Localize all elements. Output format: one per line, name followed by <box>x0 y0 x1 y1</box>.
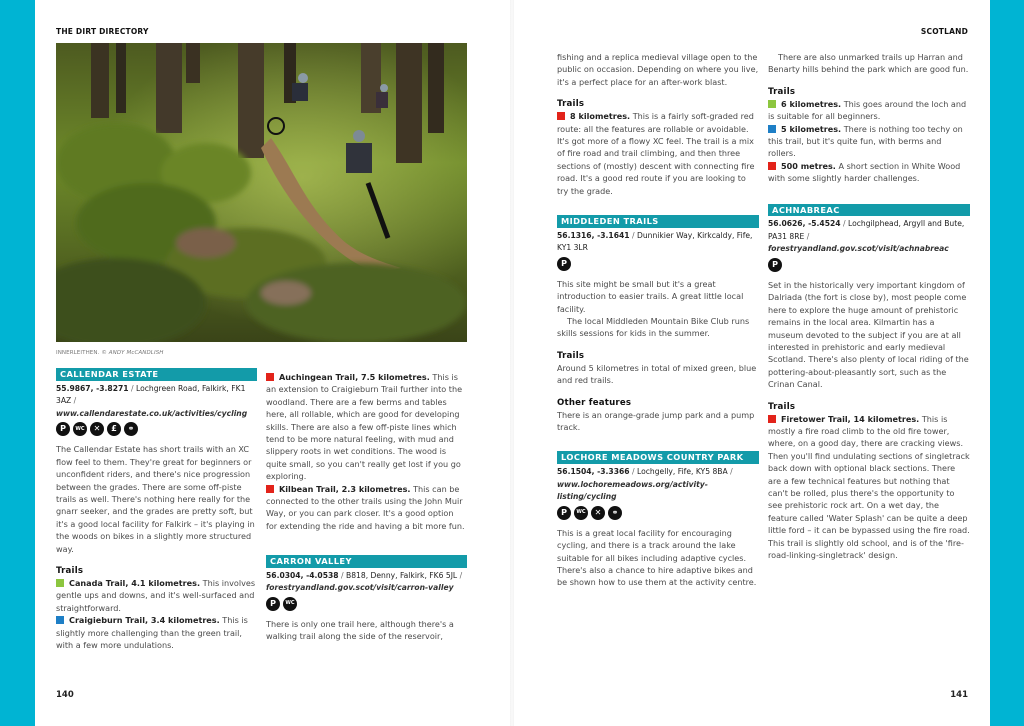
coordinates: 56.0626, -5.4524 <box>768 219 841 229</box>
page-number: 141 <box>950 690 968 700</box>
cafe-icon: ✕ <box>90 422 104 436</box>
green-grade-icon <box>768 100 776 108</box>
blue-grade-icon <box>56 616 64 624</box>
page-number: 140 <box>56 690 74 700</box>
trails-heading: Trails <box>557 350 585 361</box>
coordinates: 56.1504, -3.3366 <box>557 466 630 476</box>
trail-entry: Firetower Trail, 14 kilometres. This is mostly a fire road climb to the old fire tower, where, on a good day, there are cracking views. Then you'll find undulating sections of singletrack back down with optional black sections. There are a few technical features but nothing that can't be rolled, plus there's the opportunity to see prehistoric rock art. On a wet day, the feature called 'Water Splash' can be quite a deep little ford – it can be bypassed using the fire road. This trail is slightly old school, and is of the 'fire-road-linking-singletrack' design. <box>768 413 970 561</box>
trail-entry: Canada Trail, 4.1 kilometres. This involves gentle ups and downs, and it's well-surfaced and straightforward. <box>56 577 256 613</box>
address: Lochgelly, Fife, KY5 8BA <box>636 466 728 476</box>
parking-icon: P <box>266 597 280 611</box>
other-features-heading: Other features <box>557 397 632 408</box>
address: Lochgilphead, Argyll and Bute, PA31 8RE <box>768 219 965 241</box>
trails-heading: Trails <box>56 565 84 576</box>
body-text: Around 5 kilometres in total of mixed green, blue and red trails. <box>557 362 757 386</box>
toilet-icon: WC <box>73 422 87 436</box>
section-title-callendar-estate: CALLENDAR ESTATE <box>56 368 257 381</box>
location-details: 56.0304, -4.0538 / B818, Denny, Falkirk, FK6 5JL / forestryandland.gov.scot/visit/carron-valley <box>266 570 463 593</box>
body-text: Set in the historically very important kingdom of Dalriada (the fort is close by), most people come here to explore the huge amount of prehistoric remains in the local area. Kilmartin has a museum devoted to the subject if you are at all interested in prehistoric and early medieval Scotland. There's also plenty of local riding of the pottering-about-pleasantly sort, such as the Crinan Canal. <box>768 279 969 390</box>
location-details: 56.0626, -5.4524 / Lochgilphead, Argyll and Bute, PA31 8RE / forestryandland.gov.scot/visit/achnabreac <box>768 219 965 254</box>
page-edge-right <box>990 0 1024 726</box>
column-4 <box>768 51 970 561</box>
toilet-icon: WC <box>283 597 297 611</box>
trail-entry: Kilbean Trail, 2.3 kilometres. This can be connected to the other trails using the John Muir Way, or you can park closer. It's a good option for extending the ride and having a bit more fun. <box>266 483 465 531</box>
running-head: SCOTLAND <box>920 27 968 36</box>
coordinates: 56.0304, -4.0538 <box>266 570 339 580</box>
facility-icons <box>557 257 759 271</box>
trail-entry: Auchingean Trail, 7.5 kilometres. This is an extension to Craigieburn Trail further into the woodland. There are a few berms and tables here, all rollable, which are good for developing skills. There are also a few off-piste lines which tend to be more natural feeling, with mud and slippery roots in wet conditions. The wood is quite small, so you can't really get lost if you go exploring. <box>266 372 463 482</box>
body-text: The local Middleden Mountain Bike Club runs skills sessions for kids in the summer. <box>557 315 750 339</box>
facility-icons <box>266 597 467 611</box>
column-2 <box>266 371 467 643</box>
facility-icons <box>768 258 970 272</box>
location-details: 56.1316, -3.1641 / Dunnikier Way, Kirkcaldy, Fife, KY1 3LR <box>557 230 753 253</box>
facility-icons <box>56 422 257 436</box>
parking-icon: P <box>557 506 571 520</box>
section-title-carron-valley: CARRON VALLEY <box>266 555 467 568</box>
running-head: THE DIRT DIRECTORY <box>56 27 149 36</box>
left-page <box>35 0 512 726</box>
green-grade-icon <box>56 579 64 587</box>
address: Lochgreen Road, Falkirk, FK1 3AZ <box>56 383 246 406</box>
website-link[interactable]: forestryandland.gov.scot/visit/carron-valley <box>266 583 454 593</box>
body-text: There are also unmarked trails up Harran and Benarty hills behind the park which are good fun. <box>768 52 969 75</box>
column-1 <box>56 368 257 651</box>
location-details: 56.1504, -3.3366 / Lochgelly, Fife, KY5 8BA / www.lochoremeadows.org/activity-listing/cycling <box>557 466 733 502</box>
facility-icons <box>557 506 759 520</box>
website-link[interactable]: www.callendarestate.co.uk/activities/cycling <box>56 408 248 418</box>
page-edge-left <box>0 0 35 726</box>
coordinates: 55.9867, -3.8271 <box>56 383 129 393</box>
right-page <box>512 0 990 726</box>
location-details: 55.9867, -3.8271 / Lochgreen Road, Falkirk, FK1 3AZ / www.callendarestate.co.uk/activities/cycling <box>56 383 248 418</box>
trail-entry: 8 kilometres. This is a fairly soft-graded red route: all the features are rollable or avoidable. It's got more of a flowy XC feel. The trail is a mix of fire road and trail climbing, and then three sections of (mostly) descent with connecting fire road. It's a good red route if you are looking to try the grade. <box>557 111 755 196</box>
parking-icon: P <box>56 422 70 436</box>
red-grade-icon <box>266 373 274 381</box>
body-text: This is a great local facility for encouraging cycling, and there is a track around the lake suitable for all bikes including adaptive cycles. There's also a chance to hire adaptive bikes and be shown how to use them at the activity centre. <box>557 527 757 588</box>
blue-grade-icon <box>768 125 776 133</box>
trail-entry: 6 kilometres. This goes around the loch and is suitable for all beginners. <box>768 98 967 122</box>
body-text: This site might be small but it's a great introduction to easier trails. A great little local facility. <box>557 278 744 314</box>
body-text: fishing and a replica medieval village open to the public on occasion. Depending on where you live, it's a perfect place for an after-work blast. <box>557 52 759 87</box>
photo-caption: INNERLEITHEN. © ANDY McCANDLISH <box>56 350 164 356</box>
red-grade-icon <box>768 162 776 170</box>
section-title-lochore-meadows: LOCHORE MEADOWS COUNTRY PARK <box>557 451 759 464</box>
trail-entry: 5 kilometres. There is nothing too techy on this trail, but it's quite fun, with berms and rollers. <box>768 123 963 159</box>
bike-hire-icon: ⚭ <box>124 422 138 436</box>
red-grade-icon <box>768 415 776 423</box>
trail-photo <box>56 43 467 342</box>
bike-hire-icon: ⚭ <box>608 506 622 520</box>
website-link[interactable]: www.lochoremeadows.org/activity-listing/cycling <box>557 479 708 502</box>
fee-icon: £ <box>107 422 121 436</box>
body-text: There is only one trail here, although there's a walking trail along the side of the reservoir, <box>266 618 454 642</box>
address: Dunnikier Way, Kirkcaldy, Fife, KY1 3LR <box>557 230 753 253</box>
body-text: There is an orange-grade jump park and a pump track. <box>557 409 755 432</box>
website-link[interactable]: forestryandland.gov.scot/visit/achnabreac <box>768 244 949 254</box>
trail-entry: Craigieburn Trail, 3.4 kilometres. This is slightly more challenging than the green trail, with a few more undulations. <box>56 615 248 650</box>
section-title-middleden-trails: MIDDLEDEN TRAILS <box>557 215 759 228</box>
parking-icon: P <box>768 258 782 272</box>
body-text: The Callendar Estate has short trails with an XC flow feel to them. They're great for beginners or unconfident riders, and there's nice progression between the grades. There are some off-piste trails as well. There's nothing here really for the gnarr seeker, and the grades are pretty soft, but it's a good local facility for Falkirk – it's playing in the woods on bikes in a slightly more structured way. <box>56 444 255 554</box>
address: B818, Denny, Falkirk, FK6 5JL <box>345 570 458 580</box>
cafe-icon: ✕ <box>591 506 605 520</box>
toilet-icon: WC <box>574 506 588 520</box>
trails-heading: Trails <box>557 99 585 110</box>
trail-entry: 500 metres. A short section in White Wood with some slightly harder challenges. <box>768 160 961 184</box>
red-grade-icon <box>266 485 274 493</box>
section-title-achnabreac: ACHNABREAC <box>768 204 970 217</box>
parking-icon: P <box>557 257 571 271</box>
coordinates: 56.1316, -3.1641 <box>557 230 630 240</box>
column-3 <box>557 51 759 589</box>
trails-heading: Trails <box>768 401 796 412</box>
trails-heading: Trails <box>768 86 796 97</box>
red-grade-icon <box>557 112 565 120</box>
